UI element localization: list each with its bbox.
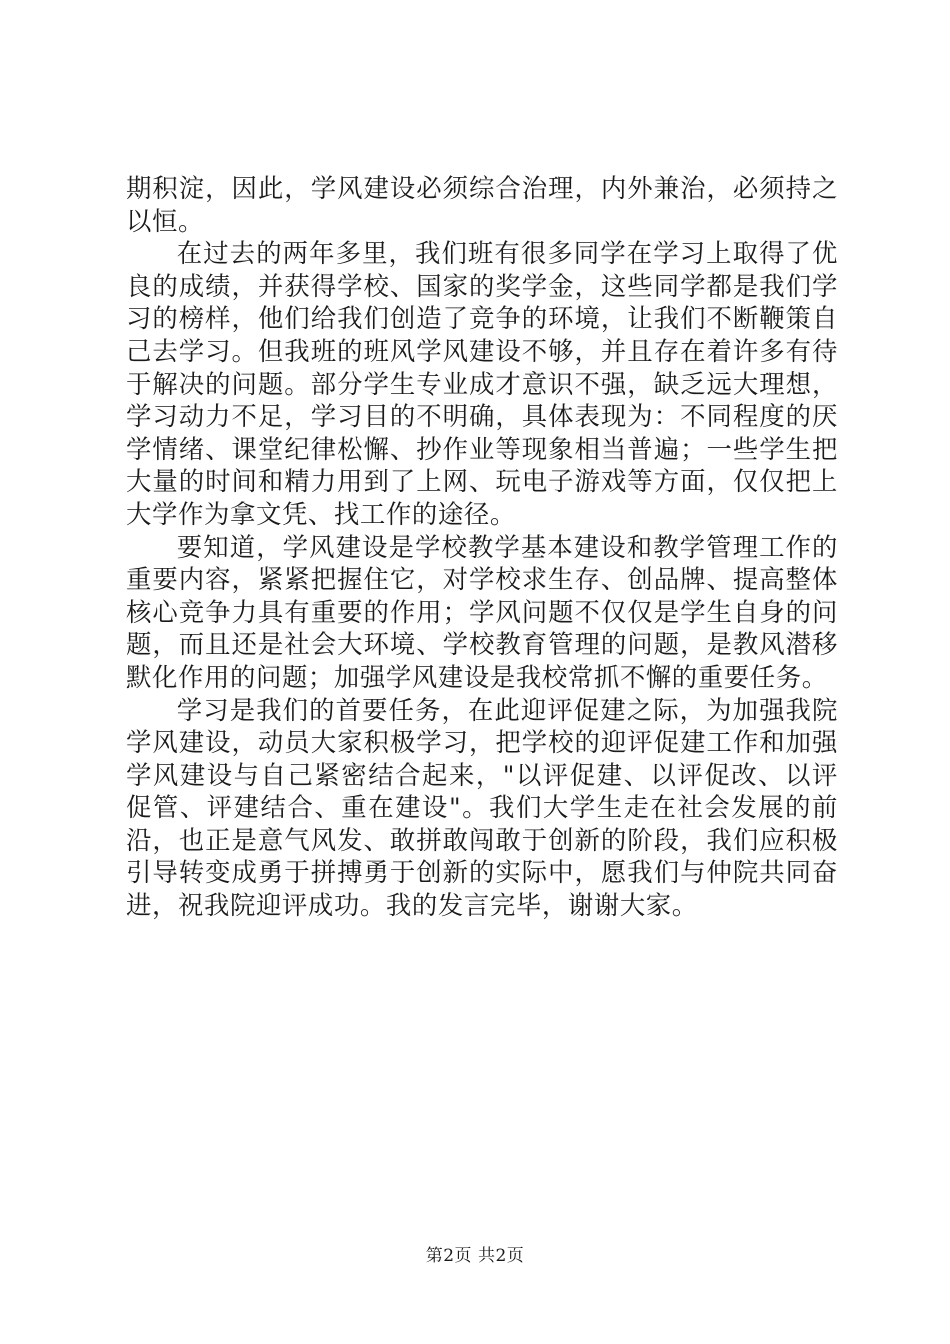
document-body	[126, 172, 838, 922]
paragraph-2: 在过去的两年多里，我们班有很多同学在学习上取得了优良的成绩，并获得学校、国家的奖学金，这些同学都是我们学习的榜样，他们给我们创造了竞争的环境，让我们不断鞭策自己去学习。但我班的班风学风建设不够，并且存在着许多有待于解决的问题。部分学生专业成才意识不强，缺乏远大理想，学习动力不足，学习目的不明确，具体表现为：不同程度的厌学情绪、课堂纪律松懈、抄作业等现象相当普遍；一些学生把大量的时间和精力用到了上网、玩电子游戏等方面，仅仅把上大学作为拿文凭、找工作的途径。	[126, 238, 838, 529]
page-footer: 第2页 共2页	[425, 1246, 525, 1266]
paragraph-3: 要知道，学风建设是学校教学基本建设和教学管理工作的重要内容，紧紧把握住它，对学校求生存、创品牌、提高整体核心竞争力具有重要的作用；学风问题不仅仅是学生自身的问题，而且还是社会大环境、学校教育管理的问题，是教风潜移默化作用的问题；加强学风建设是我校常抓不懈的重要任务。	[126, 531, 838, 692]
paragraph-4: 学习是我们的首要任务，在此迎评促建之际，为加强我院学风建设，动员大家积极学习，把学校的迎评促建工作和加强学风建设与自己紧密结合起来，"以评促建、以评促改、以评促管、评建结合、重在建设"。我们大学生走在社会发展的前沿，也正是意气风发、敢拼敢闯敢于创新的阶段，我们应积极引导转变成勇于拼搏勇于创新的实际中，愿我们与仲院共同奋进，祝我院迎评成功。我的发言完毕，谢谢大家。	[126, 694, 838, 921]
paragraph-1: 期积淀，因此，学风建设必须综合治理，内外兼治，必须持之以恒。	[126, 173, 838, 236]
